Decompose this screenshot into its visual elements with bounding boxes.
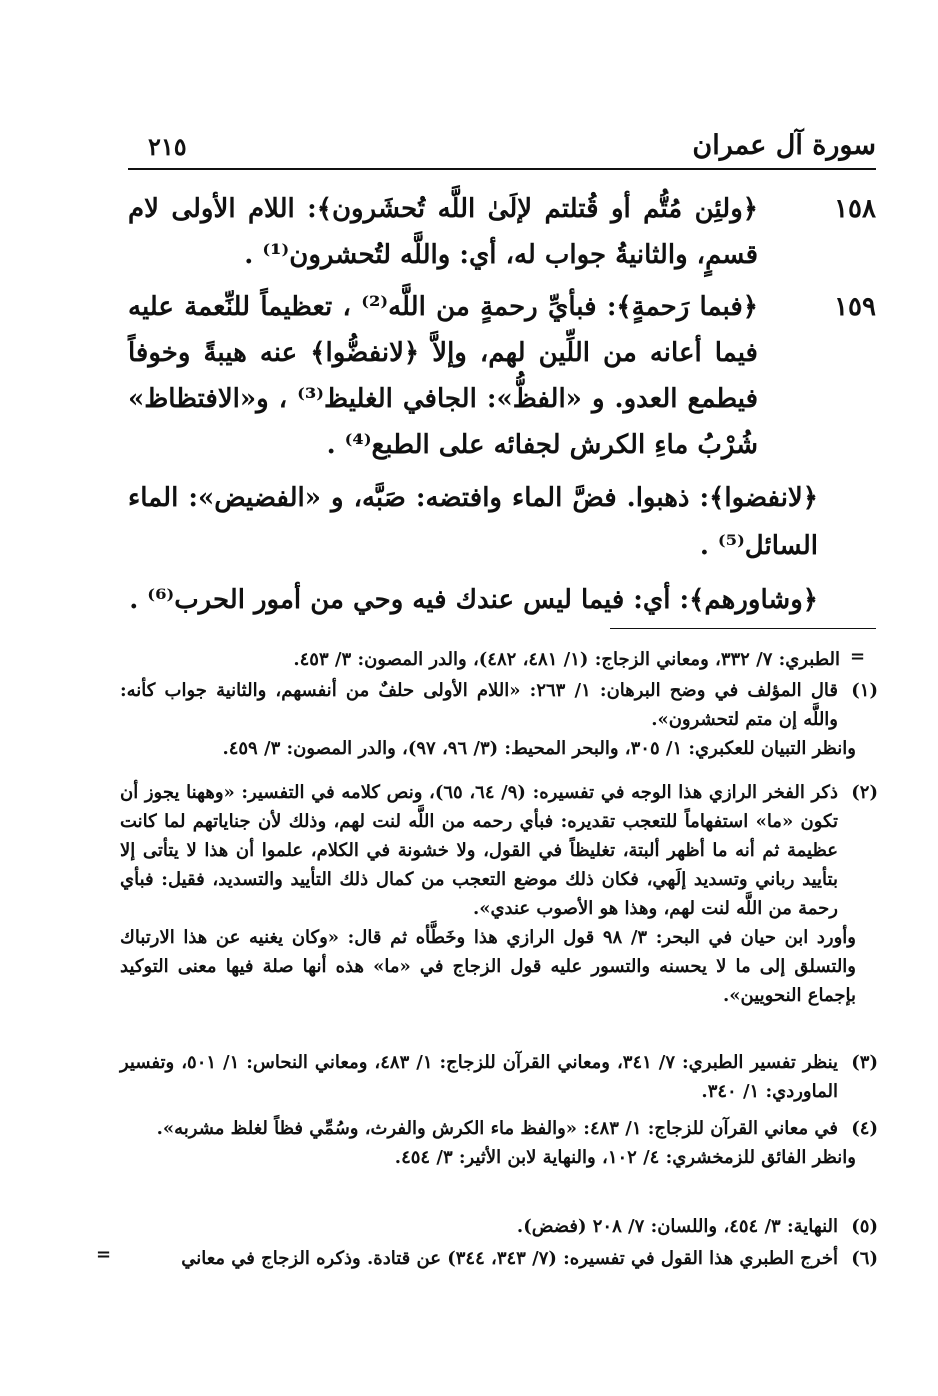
- footnote-separator: [610, 628, 876, 629]
- verse-number: ١٥٩: [834, 292, 876, 322]
- footnote-subtext: وانظر الفائق للزمخشري: ٤/ ١٠٢، والنهاية لابن الأثير: ٣/ ٤٥٤.: [394, 1147, 856, 1168]
- footnote-subtext: وانظر التبيان للعكبري: ١/ ٣٠٥، والبحر المحيط: (٣/ ٩٦، ٩٧)، والدر المصون: ٣/ ٤٥٩.: [222, 738, 856, 759]
- footnote-text: ذكر الفخر الرازي هذا الوجه في تفسيره: (٩/ ٦٤، ٦٥)، ونص كلامه في التفسير: «وههنا يجوز أن تكون «ما» استفهاماً للتعجب تقديره: فبأي رحمه من اللَّه لنت لهم، وذلك لأن جناياتهم لما كانت عظيمة ثم أنه ما أظهر ألبتة، تغليظاً في القول، ولا خشونة في الكلام، علموا أن هذا لا يتأتى إلا بتأييد رباني وتسديد إلَهي، فكان ذلك موضع التعجب من كمال ذلك التأييد والتسديد، فقيل: فبأي رحمة من اللَّه لنت لهم، وهذا هو الأصوب عندي».: [120, 782, 838, 919]
- footnote-number: (١): [851, 680, 878, 701]
- footnote-6: [120, 1244, 878, 1273]
- continues-marker: =: [96, 1244, 112, 1265]
- footnote-number: (٣): [851, 1052, 878, 1073]
- footnote-text: في معاني القرآن للزجاج: ١/ ٤٨٣: «والفظ ماء الكرش والفرث، وسُمِّي فظاً لغلظ مشربه».: [156, 1118, 838, 1139]
- verse-number: ١٥٨: [834, 194, 876, 224]
- verse-commentary: ﴿ولئِن مُتُّم أو قُتلتم لإلَىٰ اللَّه تُحشَرون﴾: اللام الأولى لام قسمٍ، والثانيةُ جواب له، أي: واللَّه لتُحشرون⁽¹⁾ .: [128, 194, 758, 270]
- footnote-text: قال المؤلف في وضح البرهان: ١/ ٢٦٣: «اللام الأولى حلفٌ من أنفسهم، والثانية جواب كأنه: واللَّه إن متم لتحشرون».: [120, 680, 838, 730]
- footnote-continuation: الطبري: ٧/ ٣٣٢، ومعاني الزجاج: (١/ ٤٨١، ٤٨٢)، والدر المصون: ٣/ ٤٥٣.: [293, 649, 840, 670]
- header-rule: [128, 168, 876, 170]
- page-number: ٢١٥: [148, 132, 187, 161]
- continuation-marker: =: [850, 646, 866, 667]
- footnote-number: (٦): [851, 1248, 878, 1269]
- footnote-number: (٥): [851, 1216, 878, 1237]
- footnote-5: [120, 1212, 878, 1241]
- footnote-text: ينظر تفسير الطبري: ٧/ ٣٤١، ومعاني القرآن للزجاج: ١/ ٤٨٣، ومعاني النحاس: ١/ ٥٠١، وتفسير الماوردي: ١/ ٣٤٠.: [120, 1052, 839, 1102]
- footnote-number: (٢): [851, 782, 878, 803]
- footnote-1: [120, 676, 878, 763]
- verse-entry-159: [128, 284, 876, 468]
- footnote-3: [120, 1048, 878, 1106]
- footnote-text: أخرج الطبري هذا القول في تفسيره: (٧/ ٣٤٣، ٣٤٤) عن قتادة. وذكره الزجاج في معاني: [181, 1248, 838, 1269]
- commentary-paragraph: ﴿وشاورهم﴾: أي: فيما ليس عندك فيه وحي من أمور الحرب⁽⁶⁾ .: [129, 585, 818, 615]
- footnote-2: [120, 778, 878, 1010]
- footnote-number: (٤): [851, 1118, 878, 1139]
- surah-title: سورة آل عمران: [692, 130, 876, 161]
- verse-entry-158: [128, 186, 876, 278]
- footnote-subtext: وأورد ابن حيان في البحر: ٣/ ٩٨ قول الرازي هذا وخَطَّأه ثم قال: «وكان يغنيه عن هذا الارتباك والتسلق إلى ما لا يحسنه والتسور عليه قول الزجاج في «ما» هذه أنها صلة فيها معنى التوكيد بإجماع النحويين».: [120, 927, 857, 1006]
- footnote-text: النهاية: ٣/ ٤٥٤، واللسان: ٧/ ٢٠٨ (فضض).: [516, 1216, 838, 1237]
- running-header: [128, 118, 876, 168]
- verse-commentary: ﴿فبما رَحمةٍ﴾: فبأيِّ رحمةٍ من اللَّه⁽²⁾ ، تعظيماً للنِّعمة عليه فيما أعانه من اللِّين لهم، وإلاَّ ﴿لانفضُّوا﴾ عنه هيبةً وخوفاً فيطمع العدو. و «الفظُّ»: الجافي الغليظ⁽³⁾ ، و«الافتظاظ» شُرْبُ ماءِ الكرش لجفائه على الطبع⁽⁴⁾ .: [128, 292, 759, 460]
- footnote-4: [120, 1114, 878, 1172]
- commentary-paragraph: ﴿لانفضوا﴾: ذهبوا. فضَّ الماء وافتضه: صَبَّه، و «الفضيض»: الماء السائل⁽⁵⁾ .: [128, 483, 818, 561]
